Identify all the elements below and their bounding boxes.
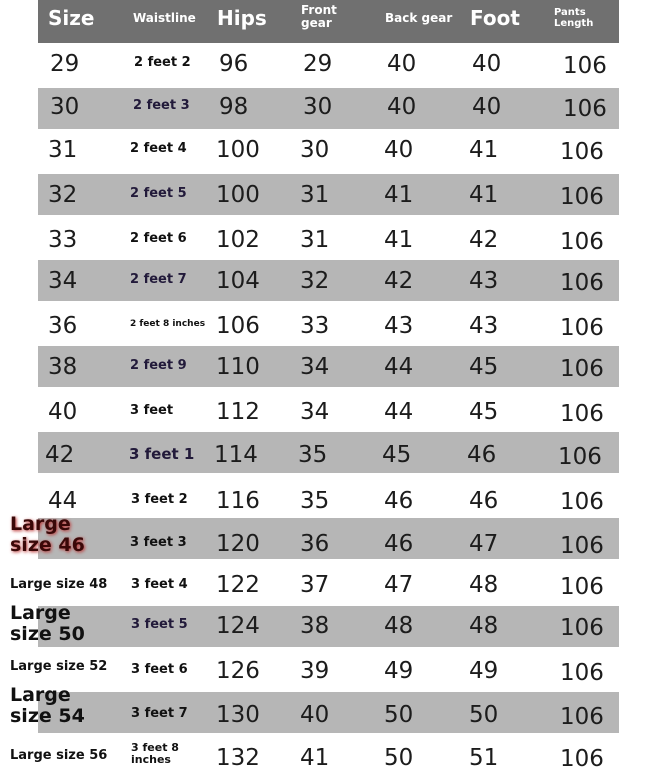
hips-cell: 122 [216, 572, 260, 598]
waistline-cell: 3 feet 6 [131, 662, 188, 677]
table-row [0, 473, 652, 516]
size-cell: Large size 46 [10, 513, 85, 556]
back-gear-cell: 50 [384, 702, 414, 728]
waistline-cell: 3 feet 7 [131, 706, 188, 721]
front-gear-cell: 33 [300, 313, 330, 339]
header-pants-length: Pants Length [554, 7, 594, 29]
front-gear-cell: 36 [300, 531, 330, 557]
table-row [0, 684, 652, 733]
table-row [0, 215, 652, 258]
foot-cell: 43 [469, 268, 499, 294]
size-cell: 38 [48, 354, 78, 380]
back-gear-cell: 44 [384, 399, 414, 425]
waistline-cell: 2 feet 5 [130, 186, 187, 201]
front-gear-cell: 35 [300, 488, 330, 514]
foot-cell: 40 [472, 51, 502, 77]
foot-cell: 43 [469, 313, 499, 339]
front-gear-cell: 34 [300, 354, 330, 380]
pants-length-cell: 106 [560, 746, 604, 772]
back-gear-cell: 42 [384, 268, 414, 294]
front-gear-cell: 32 [300, 268, 330, 294]
size-cell: Large size 52 [10, 659, 108, 674]
table-row [0, 43, 652, 86]
waistline-cell: 3 feet 5 [131, 617, 188, 632]
back-gear-cell: 46 [384, 531, 414, 557]
pants-length-cell: 106 [563, 53, 607, 79]
pants-length-cell: 106 [560, 533, 604, 559]
foot-cell: 49 [469, 658, 499, 684]
table-row [0, 86, 652, 129]
foot-cell: 40 [472, 94, 502, 120]
table-row [0, 301, 652, 344]
hips-cell: 100 [216, 137, 260, 163]
size-cell: 34 [48, 268, 78, 294]
foot-cell: 41 [469, 182, 499, 208]
foot-cell: 47 [469, 531, 499, 557]
size-cell: Large size 48 [10, 577, 108, 592]
pants-length-cell: 106 [560, 184, 604, 210]
size-cell: 29 [50, 51, 80, 77]
front-gear-cell: 34 [300, 399, 330, 425]
back-gear-cell: 40 [384, 137, 414, 163]
table-row [0, 513, 652, 561]
back-gear-cell: 50 [384, 745, 414, 771]
table-row [0, 604, 652, 648]
foot-cell: 48 [469, 613, 499, 639]
pants-length-cell: 106 [560, 139, 604, 165]
table-row [0, 258, 652, 301]
front-gear-cell: 30 [303, 94, 333, 120]
size-cell: 32 [48, 182, 78, 208]
waistline-cell: 2 feet 9 [130, 358, 187, 373]
waistline-cell: 2 feet 7 [130, 272, 187, 287]
table-row [0, 344, 652, 387]
back-gear-cell: 40 [387, 51, 417, 77]
hips-cell: 106 [216, 313, 260, 339]
front-gear-cell: 38 [300, 613, 330, 639]
hips-cell: 132 [216, 745, 260, 771]
header-foot: Foot [470, 6, 520, 30]
header-front-gear: Front gear [301, 3, 337, 30]
table-row [0, 648, 652, 690]
back-gear-cell: 45 [382, 442, 412, 468]
front-gear-cell: 29 [303, 51, 333, 77]
pants-length-cell: 106 [563, 96, 607, 122]
foot-cell: 45 [469, 399, 499, 425]
foot-cell: 48 [469, 572, 499, 598]
waistline-cell: 3 feet 2 [131, 492, 188, 507]
front-gear-cell: 39 [300, 658, 330, 684]
pants-length-cell: 106 [560, 489, 604, 515]
size-cell: Large size 56 [10, 748, 108, 763]
waistline-cell: 3 feet 3 [130, 535, 187, 550]
hips-cell: 102 [216, 227, 260, 253]
pants-length-cell: 106 [560, 315, 604, 341]
waistline-cell: 2 feet 6 [130, 231, 187, 246]
foot-cell: 51 [469, 745, 499, 771]
hips-cell: 126 [216, 658, 260, 684]
front-gear-cell: 35 [298, 442, 328, 468]
waistline-cell: 3 feet 8 inches [131, 741, 179, 767]
size-cell: 44 [48, 488, 78, 514]
back-gear-cell: 49 [384, 658, 414, 684]
front-gear-cell: 30 [300, 137, 330, 163]
hips-cell: 100 [216, 182, 260, 208]
waistline-cell: 2 feet 8 inches [130, 319, 206, 329]
back-gear-cell: 44 [384, 354, 414, 380]
front-gear-cell: 37 [300, 572, 330, 598]
pants-length-cell: 106 [560, 229, 604, 255]
table-row [0, 733, 652, 779]
header-waistline: Waistline [133, 11, 196, 25]
size-cell: 42 [45, 442, 75, 468]
back-gear-cell: 40 [387, 94, 417, 120]
back-gear-cell: 41 [384, 182, 414, 208]
size-cell: 31 [48, 137, 78, 163]
header-hips: Hips [217, 6, 267, 30]
table-row [0, 172, 652, 215]
waistline-cell: 3 feet [130, 403, 174, 418]
table-row [0, 387, 652, 430]
pants-length-cell: 106 [560, 704, 604, 730]
back-gear-cell: 46 [384, 488, 414, 514]
size-cell: 33 [48, 227, 78, 253]
pants-length-cell: 106 [560, 356, 604, 382]
size-cell: Large size 54 [10, 684, 85, 727]
size-cell: 40 [48, 399, 78, 425]
hips-cell: 112 [216, 399, 260, 425]
foot-cell: 50 [469, 702, 499, 728]
size-cell: Large size 50 [10, 602, 85, 645]
size-cell: 36 [48, 313, 78, 339]
waistline-cell: 2 feet 3 [133, 98, 190, 113]
pants-length-cell: 106 [560, 574, 604, 600]
waistline-cell: 3 feet 1 [129, 445, 195, 463]
pants-length-cell: 106 [560, 270, 604, 296]
front-gear-cell: 40 [300, 702, 330, 728]
table-row [0, 561, 652, 604]
pants-length-cell: 106 [558, 444, 602, 470]
back-gear-cell: 41 [384, 227, 414, 253]
front-gear-cell: 31 [300, 227, 330, 253]
front-gear-cell: 31 [300, 182, 330, 208]
waistline-cell: 3 feet 4 [131, 577, 188, 592]
table-row [0, 430, 652, 473]
front-gear-cell: 41 [300, 745, 330, 771]
hips-cell: 124 [216, 613, 260, 639]
hips-cell: 98 [219, 94, 249, 120]
header-size: Size [48, 6, 95, 30]
foot-cell: 45 [469, 354, 499, 380]
header-back-gear: Back gear [385, 11, 453, 25]
pants-length-cell: 106 [560, 401, 604, 427]
pants-length-cell: 106 [560, 660, 604, 686]
hips-cell: 114 [214, 442, 258, 468]
hips-cell: 104 [216, 268, 260, 294]
hips-cell: 110 [216, 354, 260, 380]
back-gear-cell: 47 [384, 572, 414, 598]
foot-cell: 46 [467, 442, 497, 468]
size-cell: 30 [50, 94, 80, 120]
pants-length-cell: 106 [560, 615, 604, 641]
hips-cell: 120 [216, 531, 260, 557]
hips-cell: 116 [216, 488, 260, 514]
waistline-cell: 2 feet 2 [134, 55, 191, 70]
foot-cell: 42 [469, 227, 499, 253]
foot-cell: 46 [469, 488, 499, 514]
waistline-cell: 2 feet 4 [130, 141, 187, 156]
back-gear-cell: 43 [384, 313, 414, 339]
hips-cell: 96 [219, 51, 249, 77]
hips-cell: 130 [216, 702, 260, 728]
row-shading [38, 432, 619, 473]
table-row [0, 129, 652, 172]
back-gear-cell: 48 [384, 613, 414, 639]
foot-cell: 41 [469, 137, 499, 163]
